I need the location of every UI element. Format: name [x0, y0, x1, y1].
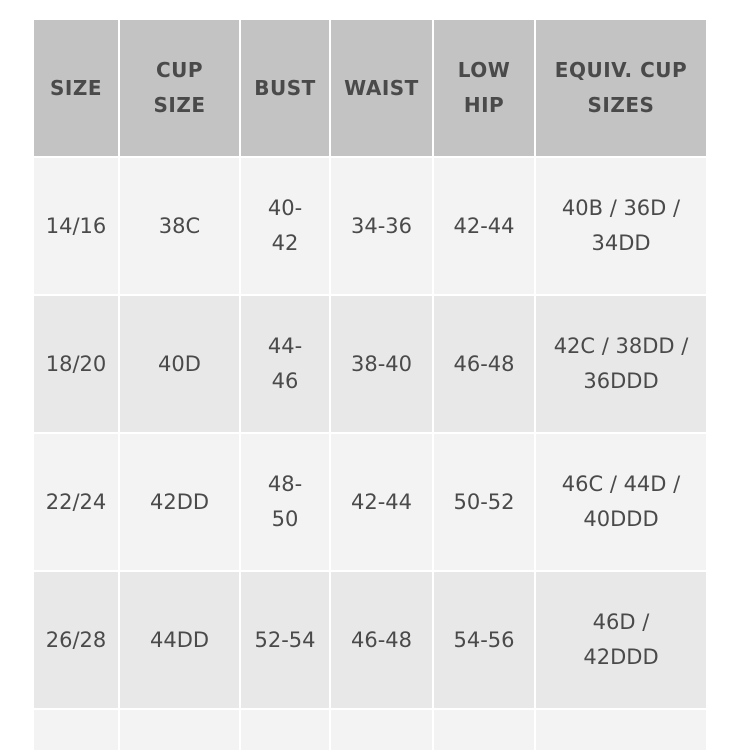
cell-empty	[119, 709, 240, 751]
header-row	[33, 19, 707, 157]
cell-waist: 34-36	[330, 157, 433, 295]
cell-bust: 40- 42	[240, 157, 330, 295]
table-row	[33, 157, 707, 295]
cell-waist: 38-40	[330, 295, 433, 433]
cell-low-hip: 42-44	[433, 157, 535, 295]
table-header	[33, 19, 707, 157]
cell-cup-size: 44DD	[119, 571, 240, 709]
cell-empty	[330, 709, 433, 751]
cell-cup-size: 42DD	[119, 433, 240, 571]
cell-size: 22/24	[33, 433, 119, 571]
header-size: SIZE	[33, 19, 119, 157]
cell-equiv-cup-sizes: 46C / 44D / 40DDD	[535, 433, 707, 571]
cell-size: 14/16	[33, 157, 119, 295]
cell-size: 26/28	[33, 571, 119, 709]
header-low-hip: LOW HIP	[433, 19, 535, 157]
header-equiv-cup-sizes: EQUIV. CUP SIZES	[535, 19, 707, 157]
table-row-partial	[33, 709, 707, 751]
cell-bust: 48- 50	[240, 433, 330, 571]
table-body	[33, 157, 707, 751]
cell-equiv-cup-sizes: 46D / 42DDD	[535, 571, 707, 709]
table-row	[33, 295, 707, 433]
cell-empty	[240, 709, 330, 751]
cell-equiv-cup-sizes: 42C / 38DD / 36DDD	[535, 295, 707, 433]
table-row	[33, 571, 707, 709]
cell-empty	[535, 709, 707, 751]
cell-empty	[33, 709, 119, 751]
cell-low-hip: 50-52	[433, 433, 535, 571]
size-chart-container	[32, 18, 706, 752]
cell-bust: 44- 46	[240, 295, 330, 433]
cell-waist: 46-48	[330, 571, 433, 709]
cell-cup-size: 40D	[119, 295, 240, 433]
header-cup-size: CUP SIZE	[119, 19, 240, 157]
cell-empty	[433, 709, 535, 751]
header-waist: WAIST	[330, 19, 433, 157]
header-bust: BUST	[240, 19, 330, 157]
table-row	[33, 433, 707, 571]
cell-bust: 52-54	[240, 571, 330, 709]
cell-low-hip: 46-48	[433, 295, 535, 433]
cell-equiv-cup-sizes: 40B / 36D / 34DD	[535, 157, 707, 295]
cell-cup-size: 38C	[119, 157, 240, 295]
cell-size: 18/20	[33, 295, 119, 433]
size-chart-table	[32, 18, 708, 752]
cell-low-hip: 54-56	[433, 571, 535, 709]
cell-waist: 42-44	[330, 433, 433, 571]
